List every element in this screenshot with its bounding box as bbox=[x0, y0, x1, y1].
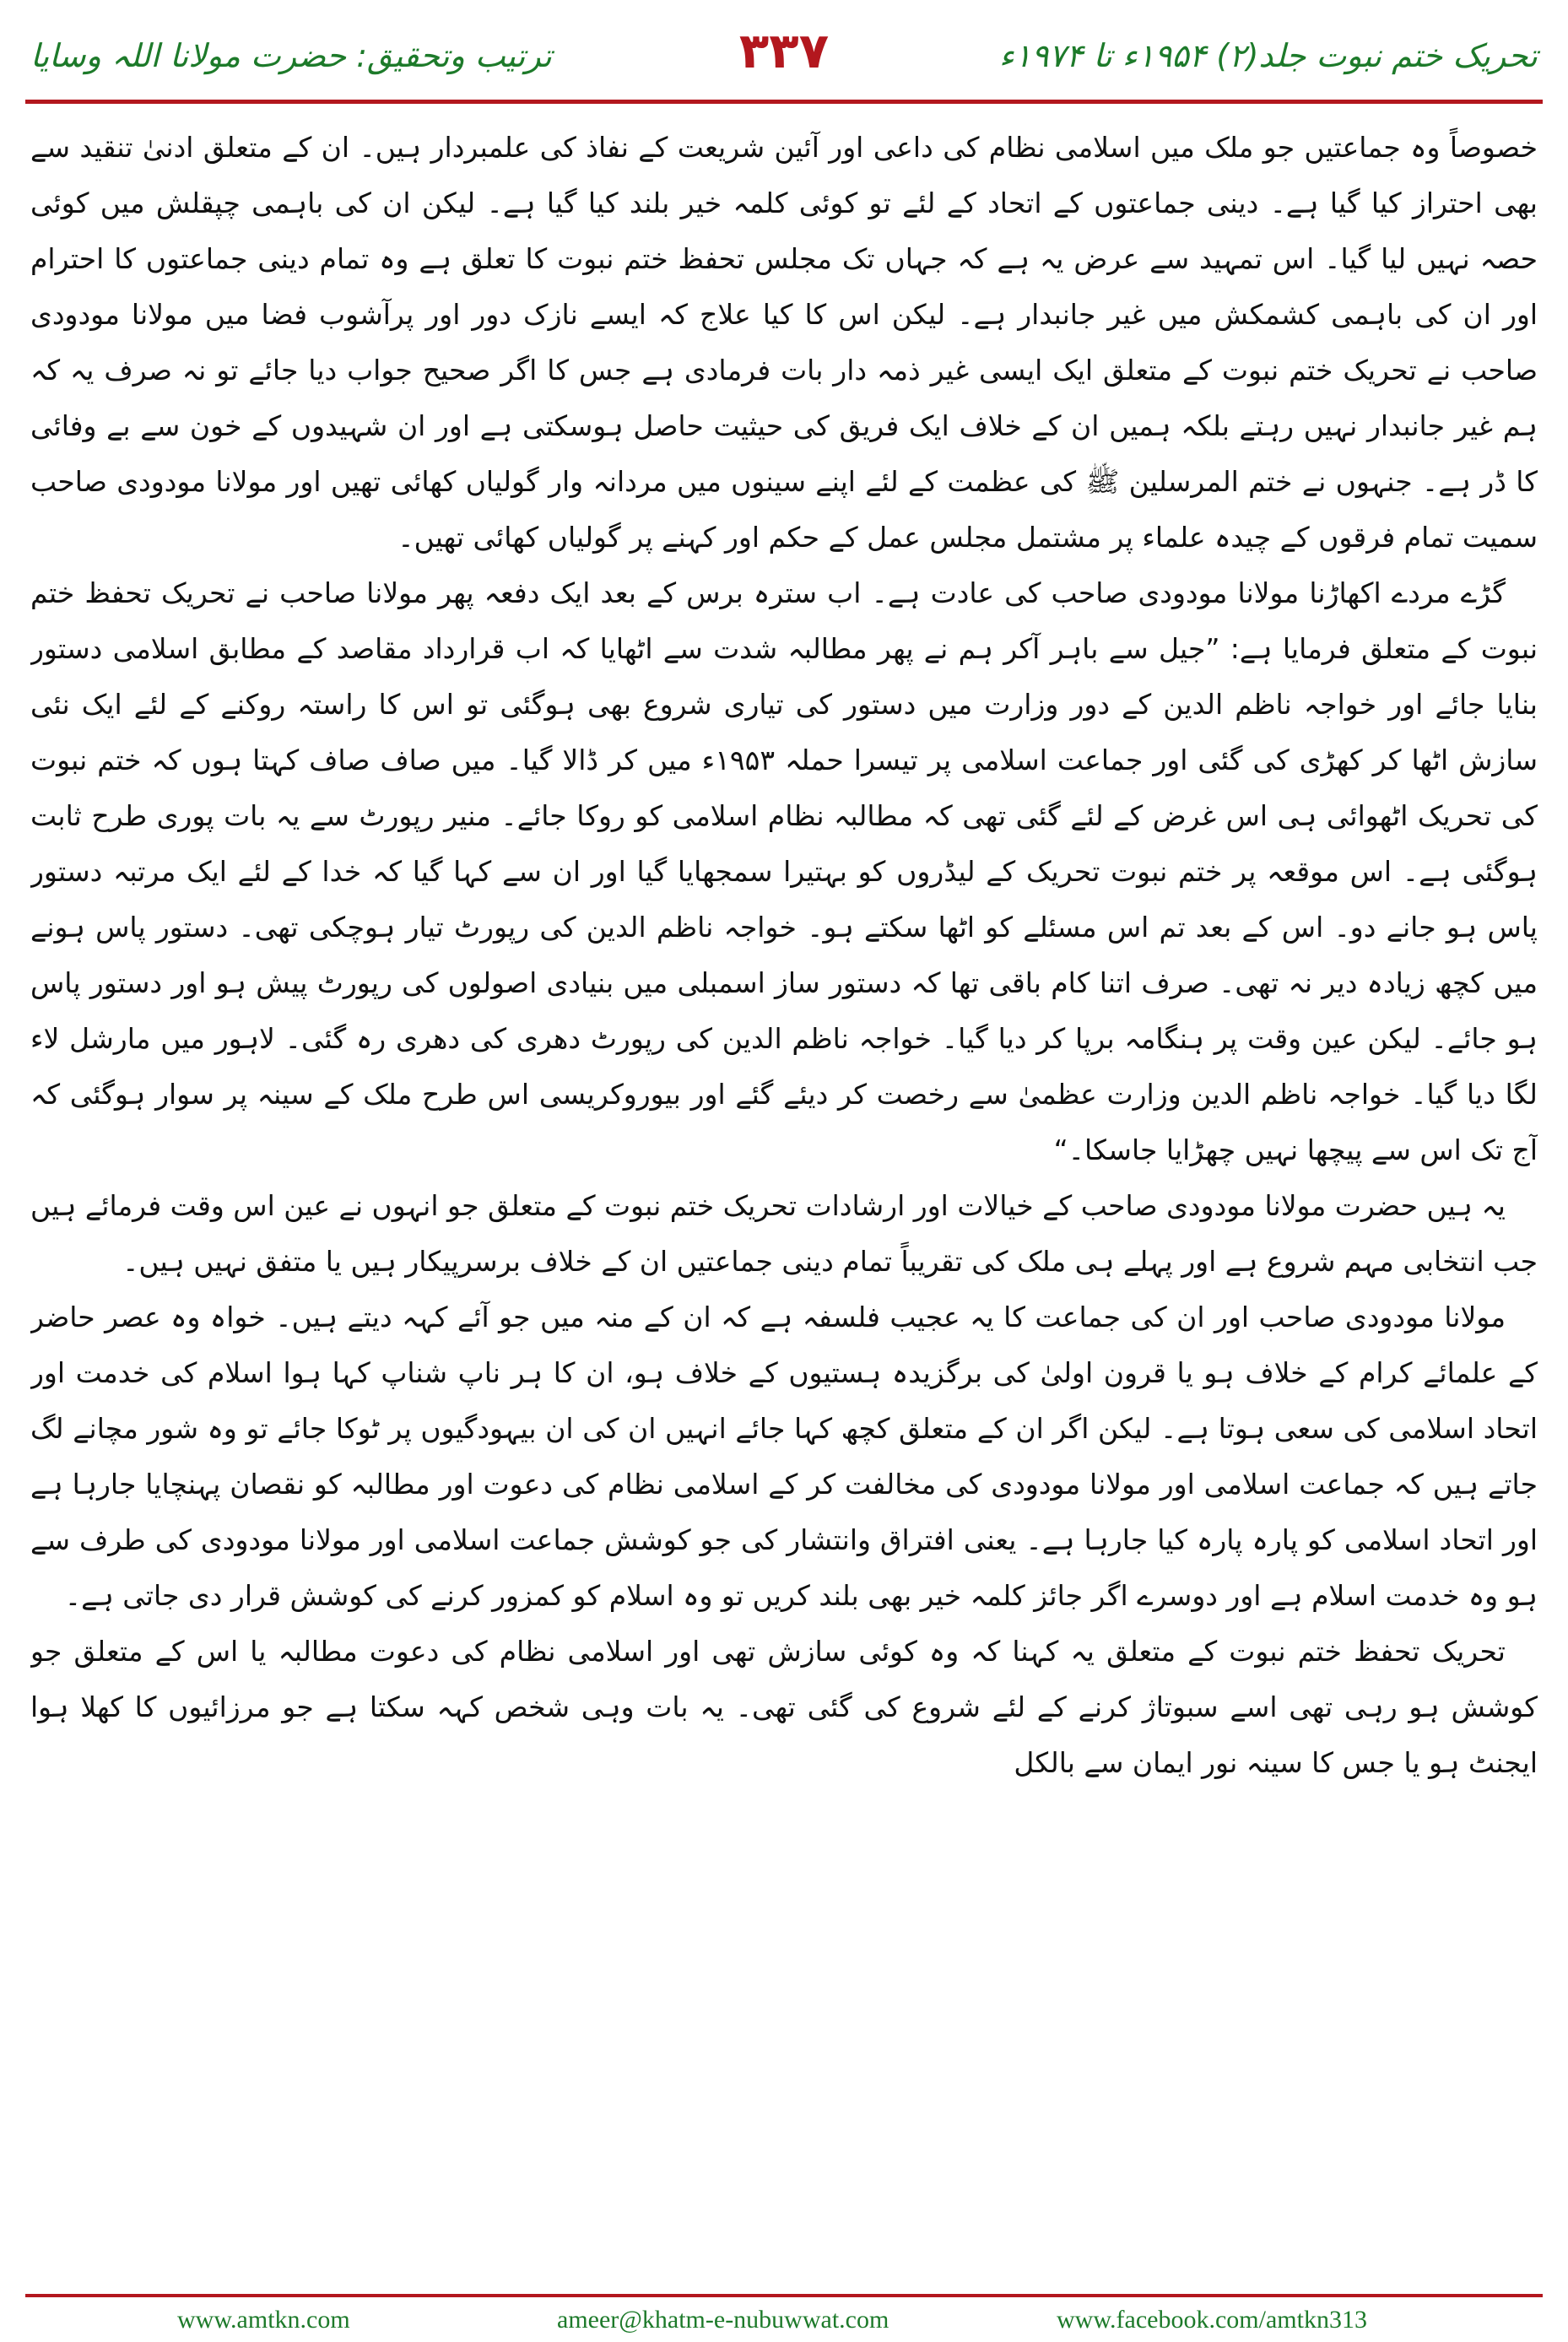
header-divider bbox=[25, 100, 1543, 104]
paragraph-1: خصوصاً وہ جماعتیں جو ملک میں اسلامی نظام کی داعی اور آئین شریعت کے نفاذ کی علمبردار ہیں۔ ان کے متعلق ادنیٰ تنقید سے بھی احتراز کیا گیا ہے۔ دینی جماعتوں کے اتحاد کے لئے تو کوئی کلمہ خیر بلند کیا گیا ہے۔ لیکن ان کی باہمی چپقلش میں کوئی حصہ نہیں لیا گیا۔ اس تمہید سے عرض یہ ہے کہ جہاں تک مجلس تحفظ ختم نبوت کا تعلق ہے وہ تمام دینی جماعتوں کا احترام اور ان کی باہمی کشمکش میں غیر جانبدار ہے۔ لیکن اس کا کیا علاج کہ ایسے نازک دور اور پرآشوب فضا میں مولانا مودودی صاحب نے تحریک ختم نبوت کے متعلق ایک ایسی غیر ذمہ دار بات فرمادی ہے جس کا اگر صحیح جواب دیا جائے تو نہ صرف یہ کہ ہم غیر جانبدار نہیں رہتے بلکہ ہمیں ان کے خلاف ایک فریق کی حیثیت حاصل ہوسکتی ہے اور ان شہیدوں کے خون سے بے وفائی کا ڈر ہے۔ جنہوں نے ختم المرسلین ﷺ کی عظمت کے لئے اپنے سینوں میں مردانہ وار گولیاں کھائی تھیں اور مولانا مودودی صاحب سمیت تمام فرقوں کے چیدہ علماء پر مشتمل مجلس عمل کے حکم اور کہنے پر گولیاں کھائی تھیں۔ bbox=[30, 131, 1538, 554]
book-title: تحریک ختم نبوت جلد(۲) ۱۹۵۴ء تا ۱۹۷۴ء bbox=[998, 37, 1538, 74]
compiler-credit: ترتیب وتحقیق: حضرت مولانا اللہ وسایا bbox=[30, 37, 552, 74]
footer-divider bbox=[25, 2294, 1543, 2297]
page-header bbox=[0, 0, 1568, 101]
paragraph-4: مولانا مودودی صاحب اور ان کی جماعت کا یہ عجیب فلسفہ ہے کہ ان کے منہ میں جو آئے کہہ دیتے ہیں۔ خواہ وہ عصر حاضر کے علمائے کرام کے خلاف ہو یا قرون اولیٰ کی برگزیدہ ہستیوں کے خلاف ہو، ان کا ہر ناپ شناپ کہا ہوا اسلام کی خدمت اور اتحاد اسلامی کی سعی ہوتا ہے۔ لیکن اگر ان کے متعلق کچھ کہا جائے انہیں ان کی ان بیہودگیوں پر ٹوکا جائے تو وہ شور مچانے لگ جاتے ہیں کہ جماعت اسلامی اور مولانا مودودی کی مخالفت کر کے اسلامی نظام کی دعوت اور مطالبہ کو نقصان پہنچایا جارہا ہے اور اتحاد اسلامی کو پارہ پارہ کیا جارہا ہے۔ یعنی افتراق وانتشار کی جو کوشش جماعت اسلامی اور مولانا مودودی کی طرف سے ہو وہ خدمت اسلام ہے اور دوسرے اگر جائز کلمہ خیر بھی بلند کریں تو وہ اسلام کو کمزور کرنے کی کوشش قرار دی جاتی ہے۔ bbox=[30, 1301, 1538, 1612]
page-footer bbox=[0, 2294, 1568, 2342]
website-link[interactable]: www.amtkn.com bbox=[177, 2306, 350, 2334]
paragraph-5: تحریک تحفظ ختم نبوت کے متعلق یہ کہنا کہ وہ کوئی سازش تھی اور اسلامی نظام کی دعوت مطالبہ یا اس کے متعلق جو کوشش ہو رہی تھی اسے سبوتاژ کرنے کے لئے شروع کی گئی تھی۔ یہ بات وہی شخص کہہ سکتا ہے جو مرزائیوں کا کھلا ہوا ایجنٹ ہو یا جس کا سینہ نور ایمان سے بالکل bbox=[30, 1635, 1538, 1779]
facebook-link[interactable]: www.facebook.com/amtkn313 bbox=[1057, 2306, 1367, 2334]
paragraph-3: یہ ہیں حضرت مولانا مودودی صاحب کے خیالات اور ارشادات تحریک ختم نبوت کے متعلق جو انہوں نے عین اس وقت فرمائے ہیں جب انتخابی مہم شروع ہے اور پہلے ہی ملک کی تقریباً تمام دینی جماعتیں ان کے خلاف برسرپیکار ہیں یا متفق نہیں ہیں۔ bbox=[30, 1189, 1538, 1278]
email-link[interactable]: ameer@khatm-e-nubuwwat.com bbox=[557, 2306, 889, 2334]
article-body bbox=[30, 120, 1538, 2204]
page-number: ۳۳۷ bbox=[738, 22, 830, 79]
paragraph-2: گڑے مردے اکھاڑنا مولانا مودودی صاحب کی عادت ہے۔ اب سترہ برس کے بعد ایک دفعہ پھر مولانا صاحب نے تحریک تحفظ ختم نبوت کے متعلق فرمایا ہے: ”جیل سے باہر آکر ہم نے پھر مطالبہ شدت سے اٹھایا کہ اب قرارداد مقاصد کے مطابق اسلامی دستور بنایا جائے اور خواجہ ناظم الدین کے دور وزارت میں دستور کی تیاری شروع بھی ہوگئی تو اس کا راستہ روکنے کے لئے ایک نئی سازش اٹھا کر کھڑی کی گئی اور جماعت اسلامی پر تیسرا حملہ ۱۹۵۳ء میں کر ڈالا گیا۔ میں صاف صاف کہتا ہوں کہ ختم نبوت کی تحریک اٹھوائی ہی اس غرض کے لئے گئی تھی کہ مطالبہ نظام اسلامی کو روکا جائے۔ منیر رپورٹ سے یہ بات پوری طرح ثابت ہوگئی ہے۔ اس موقعہ پر ختم نبوت تحریک کے لیڈروں کو بہتیرا سمجھایا گیا اور ان سے کہا گیا کہ خدا کے لئے ایک مرتبہ دستور پاس ہو جانے دو۔ اس کے بعد تم اس مسئلے کو اٹھا سکتے ہو۔ خواجہ ناظم الدین کی رپورٹ تیار ہوچکی تھی۔ دستور پاس ہونے میں کچھ زیادہ دیر نہ تھی۔ صرف اتنا کام باقی تھا کہ دستور ساز اسمبلی میں بنیادی اصولوں کی رپورٹ پیش ہو اور دستور پاس ہو جائے۔ لیکن عین وقت پر ہنگامہ برپا کر دیا گیا۔ خواجہ ناظم الدین کی رپورٹ دھری کی دھری رہ گئی۔ لاہور میں مارشل لاء لگا دیا گیا۔ خواجہ ناظم الدین وزارت عظمیٰ سے رخصت کر دیئے گئے اور بیوروکریسی اس طرح ملک کے سینہ پر سوار ہوگئی کہ آج تک اس سے پیچھا نہیں چھڑایا جاسکا۔“ bbox=[30, 576, 1538, 1166]
